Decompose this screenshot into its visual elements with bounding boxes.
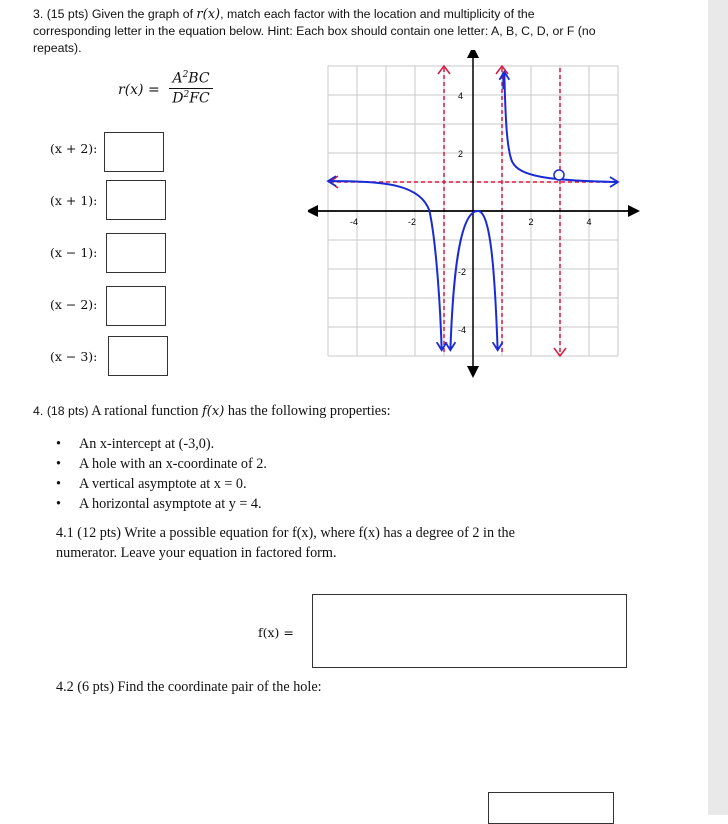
factor-label: (x + 2): — [50, 141, 98, 156]
list-item: • A horizontal asymptote at y = 4. — [56, 494, 267, 514]
q3-number: 3. — [33, 7, 44, 21]
factor-label: (x − 2): — [50, 297, 98, 312]
factor-answer-box[interactable] — [106, 233, 166, 273]
den-exp: 2 — [183, 89, 190, 100]
q41-line2: numerator. Leave your equation in factored form. — [56, 545, 337, 561]
y-tick-label: -4 — [458, 325, 467, 335]
q3-func: r(x) — [196, 7, 221, 22]
equation-answer-box[interactable] — [312, 594, 627, 668]
factor-label: (x + 1): — [50, 193, 98, 208]
hole-answer-box[interactable] — [488, 792, 614, 824]
factor-answer-box[interactable] — [106, 286, 166, 326]
equation-numerator — [169, 70, 213, 89]
window-scrollbar-gutter[interactable] — [708, 0, 728, 815]
list-item: • An x-intercept at (-3,0). — [56, 434, 267, 454]
y-tick-label: 2 — [458, 149, 464, 159]
q3-points: (15 pts) — [46, 7, 89, 21]
q3-line1-before: Given the graph of — [91, 7, 193, 21]
num-a: A — [172, 70, 183, 87]
den-rest: FC — [189, 90, 210, 107]
x-tick-label: -4 — [349, 217, 359, 227]
question-4-2: 4.2 (6 pts) Find the coordinate pair of the hole: — [56, 679, 322, 695]
den-d: D — [172, 90, 184, 107]
q3-line3: repeats). — [33, 41, 82, 55]
q3-line1-after: , match each factor with the location and multiplicity of the — [220, 7, 535, 21]
properties-list — [56, 434, 267, 514]
num-exp: 2 — [182, 70, 189, 80]
factor-answer-box[interactable] — [104, 132, 164, 172]
equation-fraction — [169, 70, 213, 106]
rational-function-graph — [308, 50, 644, 380]
q41-line1: 4.1 (12 pts) Write a possible equation for f(x), where f(x) has a degree of 2 in the — [56, 525, 515, 541]
num-rest: BC — [188, 70, 210, 87]
factor-answer-box[interactable] — [106, 180, 166, 220]
question-4-intro — [33, 403, 391, 420]
y-tick-label: -2 — [458, 267, 467, 277]
y-tick-label: 4 — [458, 91, 464, 101]
factor-label: (x − 3): — [50, 349, 98, 364]
list-item: • A hole with an x-coordinate of 2. — [56, 454, 267, 474]
x-tick-label: -2 — [407, 217, 417, 227]
equation-lhs: r(x) = — [118, 82, 160, 98]
hole-marker — [554, 170, 564, 180]
question-4-1 — [56, 523, 576, 563]
factor-answer-box[interactable] — [108, 336, 168, 376]
curve-left-branch — [328, 181, 442, 350]
q4-intro-after: has the following properties: — [227, 403, 391, 419]
list-item: • A vertical asymptote at x = 0. — [56, 474, 267, 494]
q4-points: (18 pts) — [46, 404, 89, 418]
factor-label: (x − 1): — [50, 245, 98, 260]
q4-intro-before: A rational function — [91, 403, 199, 419]
q3-line2: corresponding letter in the equation below. Hint: Each box should contain one letter: A, B, C, D, or F (no — [33, 24, 596, 38]
x-tick-label: 4 — [586, 217, 592, 227]
curve-right-branch — [504, 72, 618, 182]
q4-number: 4. — [33, 404, 44, 418]
equation-denominator — [169, 89, 213, 107]
x-tick-label: 2 — [528, 217, 534, 227]
fx-answer-label: f(x) = — [258, 625, 294, 640]
q4-intro-func: f(x) — [202, 404, 225, 419]
